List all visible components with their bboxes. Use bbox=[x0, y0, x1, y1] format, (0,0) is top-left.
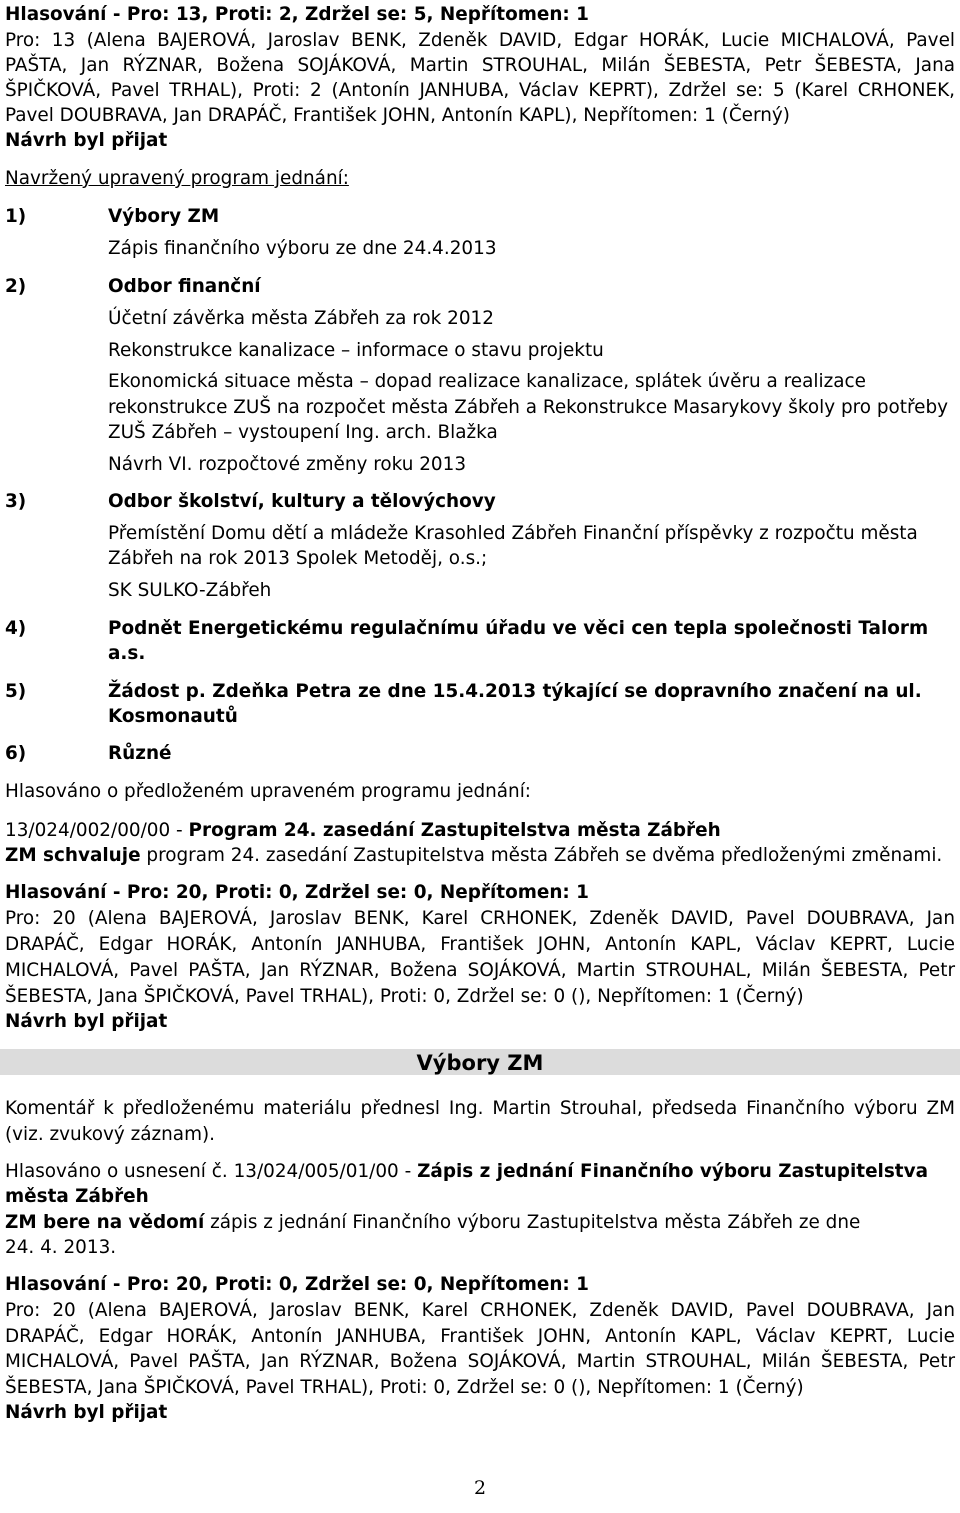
vote-heading: Hlasování - Pro: 20, Proti: 0, Zdržel se: 0, Nepřítomen: 1 bbox=[5, 1274, 589, 1295]
comment-line: (viz. zvukový záznam). bbox=[5, 1124, 216, 1145]
program-item-title: Různé bbox=[108, 743, 172, 764]
program-item-number: 1) bbox=[5, 206, 27, 227]
program-subitem: Zábřeh na rok 2013 Spolek Metoděj, o.s.; bbox=[108, 548, 488, 569]
program-item-title: Podnět Energetickému regulačnímu úřadu ve věci cen tepla společnosti Talorm bbox=[108, 618, 929, 639]
program-subitem: Zápis finančního výboru ze dne 24.4.2013 bbox=[108, 238, 497, 259]
resolution-line bbox=[5, 1159, 928, 1185]
vote-detail-line: ŠEBESTA, Jana ŠPIČKOVÁ, Pavel TRHAL), Proti: 0, Zdržel se: 0 (), Nepřítomen: 1 (Černý) bbox=[5, 986, 804, 1007]
vote-detail-line: ŠPIČKOVÁ, Pavel TRHAL), Proti: 2 (Antonín JANHUBA, Václav KEPRT), Zdržel se: 5 (Karel CRHONEK, bbox=[5, 80, 955, 101]
resolution-title-cont: města Zábřeh bbox=[5, 1186, 149, 1207]
vote-detail-line: PAŠTA, Jan RÝZNAR, Božena SOJÁKOVÁ, Martin STROUHAL, Milán ŠEBESTA, Petr ŠEBESTA, Jana bbox=[5, 55, 955, 76]
resolution-decision bbox=[5, 843, 942, 869]
decision-label: ZM bere na vědomí bbox=[5, 1212, 205, 1233]
decision-label: ZM schvaluje bbox=[5, 845, 141, 866]
program-item-number: 6) bbox=[5, 743, 27, 764]
comment-line: Komentář k předloženému materiálu přednesl Ing. Martin Strouhal, předseda Finančního výboru ZM bbox=[5, 1098, 955, 1119]
program-subitem: ZUŠ Zábřeh – vystoupení Ing. arch. Blažka bbox=[108, 422, 498, 443]
program-subitem: Přemístění Domu dětí a mládeže Krasohled Zábřeh Finanční příspěvky z rozpočtu města bbox=[108, 523, 918, 544]
program-subitem: Rekonstrukce kanalizace – informace o stavu projektu bbox=[108, 340, 604, 361]
program-subitem: Účetní závěrka města Zábřeh za rok 2012 bbox=[108, 308, 494, 329]
program-subitem: SK SULKO-Zábřeh bbox=[108, 580, 272, 601]
resolution-decision bbox=[5, 1210, 860, 1236]
program-subitem: Ekonomická situace města – dopad realizace kanalizace, splátek úvěru a realizace bbox=[108, 371, 866, 392]
section-title: Výbory ZM bbox=[416, 1051, 544, 1075]
resolution-title: Program 24. zasedání Zastupitelstva města Zábřeh bbox=[188, 820, 721, 841]
vote-detail-line: Pro: 13 (Alena BAJEROVÁ, Jaroslav BENK, Zdeněk DAVID, Edgar HORÁK, Lucie MICHALOVÁ, Pavel bbox=[5, 30, 955, 51]
vote-intro: Hlasováno o usnesení č. 13/024/005/01/00 - bbox=[5, 1161, 418, 1182]
decision-text: program 24. zasedání Zastupitelstva města Zábřeh se dvěma předloženými změnami. bbox=[140, 845, 943, 866]
vote-detail-line: Pro: 20 (Alena BAJEROVÁ, Jaroslav BENK, Karel CRHONEK, Zdeněk DAVID, Pavel DOUBRAVA, Jan bbox=[5, 908, 955, 929]
vote-detail-line: Pro: 20 (Alena BAJEROVÁ, Jaroslav BENK, Karel CRHONEK, Zdeněk DAVID, Pavel DOUBRAVA, Jan bbox=[5, 1300, 955, 1321]
vote-detail-line: DRAPÁČ, Edgar HORÁK, Antonín JANHUBA, František JOHN, Antonín KAPL, Václav KEPRT, Lucie bbox=[5, 1326, 955, 1347]
program-item-title-cont: Kosmonautů bbox=[108, 706, 238, 727]
vote-intro: Hlasováno o předloženém upraveném programu jednání: bbox=[5, 781, 532, 802]
vote-result: Návrh byl přijat bbox=[5, 130, 168, 151]
program-item-title-cont: a.s. bbox=[108, 643, 146, 664]
resolution-line bbox=[5, 818, 721, 844]
vote-heading: Hlasování - Pro: 20, Proti: 0, Zdržel se: 0, Nepřítomen: 1 bbox=[5, 882, 589, 903]
program-item-title: Odbor školství, kultury a tělovýchovy bbox=[108, 491, 496, 512]
program-item-number: 4) bbox=[5, 618, 27, 639]
program-item-title: Výbory ZM bbox=[108, 206, 220, 227]
program-item-title: Žádost p. Zdeňka Petra ze dne 15.4.2013 týkající se dopravního značení na ul. bbox=[108, 681, 922, 702]
program-subitem: Návrh VI. rozpočtové změny roku 2013 bbox=[108, 454, 467, 475]
vote-heading: Hlasování - Pro: 13, Proti: 2, Zdržel se: 5, Nepřítomen: 1 bbox=[5, 4, 589, 25]
program-item-number: 5) bbox=[5, 681, 27, 702]
decision-text: zápis z jednání Finančního výboru Zastupitelstva města Zábřeh ze dne bbox=[204, 1212, 861, 1233]
vote-detail-line: MICHALOVÁ, Pavel PAŠTA, Jan RÝZNAR, Božena SOJÁKOVÁ, Martin STROUHAL, Milán ŠEBESTA, Petr bbox=[5, 960, 955, 981]
decision-text-cont: 24. 4. 2013. bbox=[5, 1237, 117, 1258]
program-subitem: rekonstrukce ZUŠ na rozpočet města Zábřeh a Rekonstrukce Masarykovy školy pro potřeby bbox=[108, 397, 949, 418]
vote-detail-line: ŠEBESTA, Jana ŠPIČKOVÁ, Pavel TRHAL), Proti: 0, Zdržel se: 0 (), Nepřítomen: 1 (Černý) bbox=[5, 1377, 804, 1398]
vote-result: Návrh byl přijat bbox=[5, 1011, 168, 1032]
program-item-title: Odbor finanční bbox=[108, 276, 261, 297]
resolution-title: Zápis z jednání Finančního výboru Zastupitelstva bbox=[417, 1161, 928, 1182]
program-item-number: 3) bbox=[5, 491, 27, 512]
resolution-code: 13/024/002/00/00 - bbox=[5, 820, 189, 841]
program-item-number: 2) bbox=[5, 276, 27, 297]
program-heading: Navržený upravený program jednání: bbox=[5, 168, 349, 189]
vote-detail-line: MICHALOVÁ, Pavel PAŠTA, Jan RÝZNAR, Božena SOJÁKOVÁ, Martin STROUHAL, Milán ŠEBESTA, Petr bbox=[5, 1351, 955, 1372]
vote-detail-line: Pavel DOUBRAVA, Jan DRAPÁČ, František JOHN, Antonín KAPL), Nepřítomen: 1 (Černý) bbox=[5, 105, 790, 126]
vote-detail-line: DRAPÁČ, Edgar HORÁK, Antonín JANHUBA, František JOHN, Antonín KAPL, Václav KEPRT, Lucie bbox=[5, 934, 955, 955]
page-number: 2 bbox=[473, 1477, 487, 1499]
vote-result: Návrh byl přijat bbox=[5, 1402, 168, 1423]
